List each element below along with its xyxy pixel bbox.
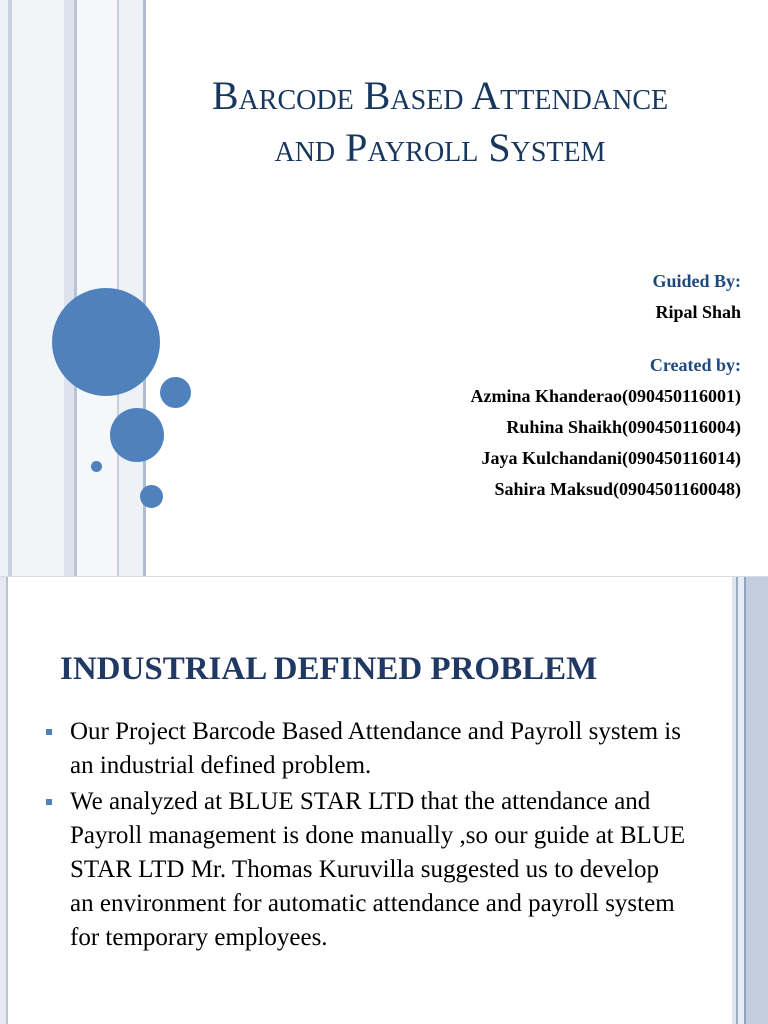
slide-title-line-2: and Payroll System	[274, 125, 606, 170]
credits-block	[470, 266, 741, 505]
slide-title	[150, 70, 730, 174]
decorative-circle-small	[160, 377, 191, 408]
bullet-text: Our Project Barcode Based Attendance and Payroll system is an industrial defined problem.	[70, 718, 681, 779]
guide-name: Ripal Shah	[655, 302, 741, 322]
square-bullet-icon	[46, 799, 52, 805]
decorative-stripe	[746, 577, 768, 1024]
creator-name: Jaya Kulchandani(090450116014)	[481, 448, 741, 468]
problem-slide	[0, 576, 768, 1024]
bullet-item	[46, 715, 686, 783]
decorative-circle-small	[140, 485, 163, 508]
decorative-stripe	[12, 0, 64, 576]
square-bullet-icon	[46, 729, 52, 735]
creator-name: Ruhina Shaikh(090450116004)	[506, 417, 741, 437]
slide-title-line-1: Barcode Based Attendance	[211, 73, 669, 118]
creator-name: Sahira Maksud(0904501160048)	[494, 479, 741, 499]
created-by-label: Created by:	[649, 355, 741, 375]
slide-heading: INDUSTRIAL DEFINED PROBLEM	[60, 651, 598, 687]
bullet-item	[46, 785, 686, 955]
decorative-stripe	[64, 0, 74, 576]
decorative-stripe	[119, 0, 143, 576]
decorative-circle-large	[52, 288, 160, 396]
decorative-stripe	[0, 0, 8, 576]
guided-by-label: Guided By:	[652, 271, 741, 291]
bullet-text: We analyzed at BLUE STAR LTD that the attendance and Payroll management is done manually ,so our guide at BLUE STAR LTD Mr. Thomas Kuruvilla suggested us to develop an environment for automatic attendance and payroll system for temporary employees.	[70, 788, 686, 951]
decorative-circle-tiny	[91, 461, 102, 472]
creator-name: Azmina Khanderao(090450116001)	[470, 386, 741, 406]
bullet-list	[46, 715, 686, 957]
decorative-stripe	[6, 577, 8, 1024]
decorative-circle-medium	[110, 408, 164, 462]
